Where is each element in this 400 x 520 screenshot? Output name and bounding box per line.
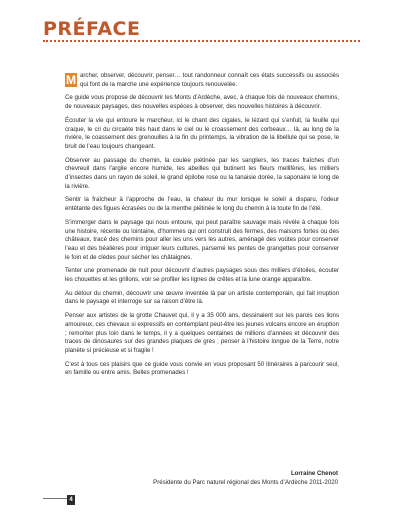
paragraph: Ce guide vous propose de découvrir les Monts d’Ardèche, avec, à chaque fois de nouveaux chemins, de nouveaux paysages, des nouvelles espèces à observer, des nouvelles histoires à découvrir. [65,94,339,111]
paragraph: Sentir la fraîcheur à l’approche de l’eau, la chaleur du mur lorsque le soleil a disparu, l’odeur entêtante des figues écrasées ou de la menthe piétinée le long du chemin à la toute fin de l’été. [65,196,339,213]
paragraph: Tenter une promenade de nuit pour découvrir d’autres paysages sous des milliers d’étoiles, écouter les chouettes et les grillons, voir se profiler les lignes de crêtes et la lune orange apparaître. [65,267,339,284]
paragraph: Observer au passage du chemin, la coulée piétinée par les sangliers, les traces fraîches d’un chevreuil dans l’argile encore humide, les abeilles qui butinent les fleurs mellifères, les milliers d’insectes dans un rayon de soleil, le grand épilobe rose ou la tanaisie dorée, la saponaire le long de la rivière. [65,156,339,190]
paragraph: S’immerger dans le paysage qui nous entoure, qui peut paraître sauvage mais révèle à chaque fois une histoire, récente ou lointaine, d’hommes qui ont construit des fermes, des maisons fortes ou des châteaux, tracé des chemins pour aller les uns vers les autres, aménagé des voûtes pour conserver l’eau et des béalières pour irriguer leurs cultures, parsemé les pentes de grangettes pour conserver le foin et de clèdes pour sécher les châtaignes. [65,218,339,261]
paragraph: Écouter la vie qui entoure le marcheur, ici le chant des cigales, le lézard qui s’enfuit, la feuille qui craque, le cri du circaète très haut dans le ciel ou le croassement des corbeaux… là, au long de la rivière, le coassement des grenouilles à la fin du printemps, la vibration de la libellule qui se pose, le bruit de l’eau toujours changeant. [65,116,339,150]
paragraph [65,72,339,89]
paragraph: Au détour du chemin, découvrir une œuvre inventée là par un artiste contemporain, qui fait irruption dans le paysage et interroge sur sa raison d’être là. [65,289,339,306]
signature-block [153,470,338,487]
drop-cap: M [66,73,76,87]
page-number: 4 [67,495,75,505]
signature-name: Lorraine Chenot [290,470,338,477]
paragraph: Penser aux artistes de la grotte Chauvet qui, il y a 35 000 ans, dessinaient sur les parois ces lions amoureux, ces chevaux si expressifs en contemplant peut-être les jeunes volcans encore en éruption ; remonter plus loin dans le temps, il y a quelques centaines de millions d’années et découvrir des traces de dinosaures sur des grandes plaques de grès ; penser à l’histoire longue de la Terre, notre planète si précieuse et si fragile ! [65,312,339,354]
signature-role: Présidente du Parc naturel régional des Monts d’Ardèche 2011-2020 [153,478,338,486]
page-title: PRÉFACE [43,18,141,40]
page-footer [43,495,75,513]
paragraph: C’est à tous ces plaisirs que ce guide vous convie en vous proposant 50 itinéraires à parcourir seul, en famille ou entre amis. Belles promenades ! [65,360,339,377]
title-dotted-rule [43,40,360,42]
preface-body [65,72,339,383]
paragraph-text: archer, observer, découvrir, penser… tout randonneur connaît ces états successifs ou associés qui font de la marche une expérience toujours renouvelée. [80,72,339,88]
